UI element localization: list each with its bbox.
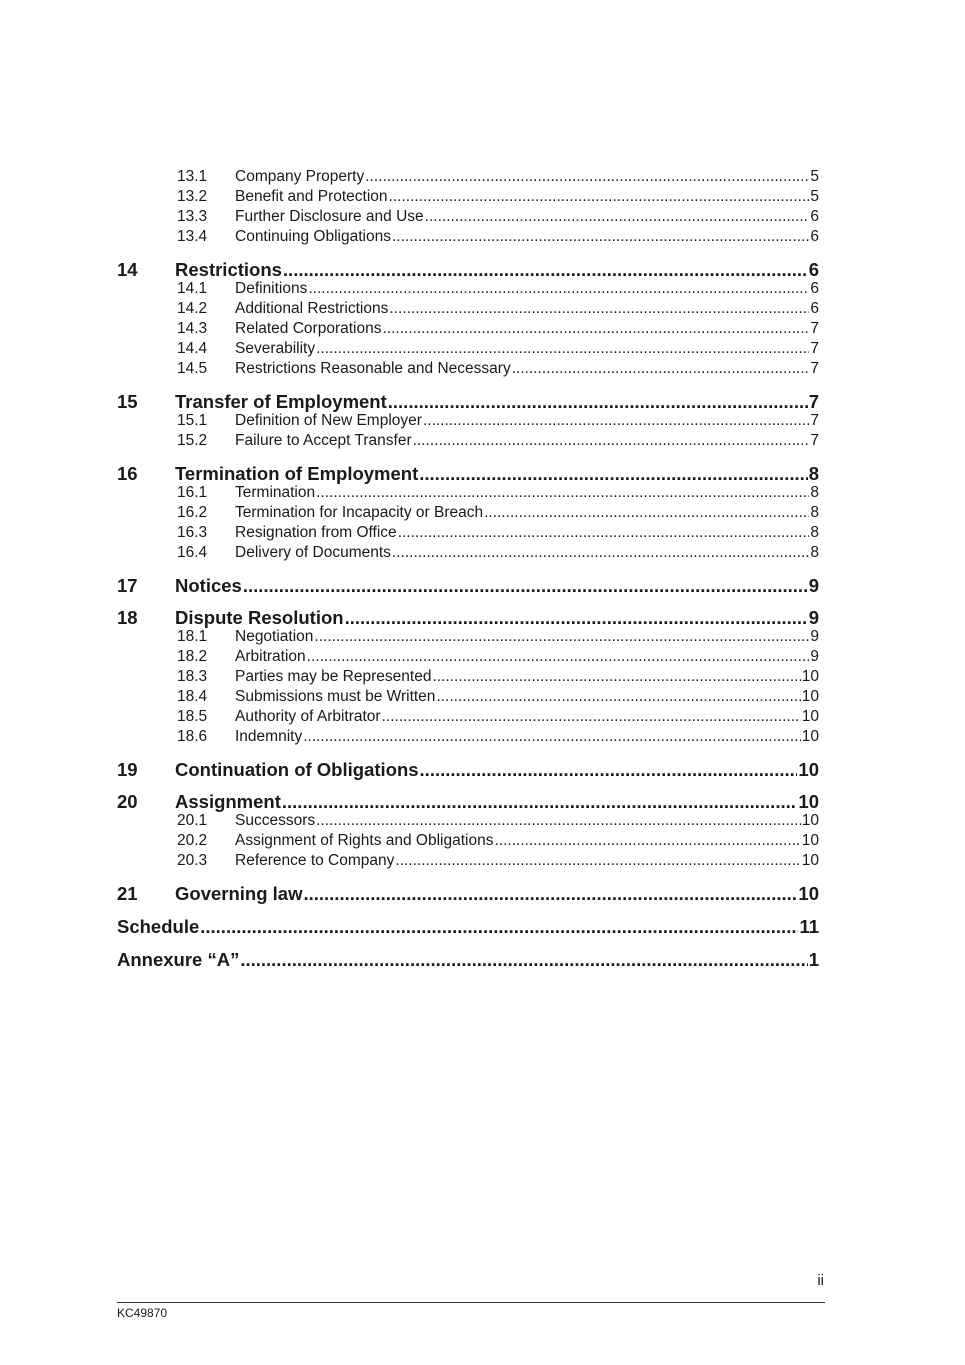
table-of-contents xyxy=(117,168,819,970)
entry-number: 15.1 xyxy=(177,412,208,429)
dot-leader xyxy=(392,544,809,562)
entry-number: 14.1 xyxy=(177,280,208,297)
entry-number: 14.5 xyxy=(177,360,208,377)
toc-entry-18-2[interactable] xyxy=(117,648,819,668)
toc-entry-20-1[interactable] xyxy=(117,812,819,832)
section-page: 6 xyxy=(808,259,819,280)
section-title: Restrictions xyxy=(175,259,282,280)
entry-page: 6 xyxy=(810,280,819,297)
section-number: 14 xyxy=(117,259,138,280)
entry-page: 7 xyxy=(810,320,819,337)
toc-entry-18-1[interactable] xyxy=(117,628,819,648)
section-page: 10 xyxy=(798,791,819,812)
entry-number: 16.2 xyxy=(177,504,208,521)
toc-entry-13-1[interactable] xyxy=(117,168,819,188)
section-number: 15 xyxy=(117,391,138,412)
dot-leader xyxy=(316,484,809,502)
dot-leader xyxy=(436,688,800,706)
entry-title: Successors xyxy=(235,812,316,829)
entry-number: 14.4 xyxy=(177,340,208,357)
dot-leader xyxy=(283,259,808,280)
entry-number: 18.6 xyxy=(177,728,208,745)
toc-entry-15-1[interactable] xyxy=(117,412,819,432)
entry-number: 16.4 xyxy=(177,544,208,561)
entry-title: Continuing Obligations xyxy=(235,228,391,245)
toc-entry-14-3[interactable] xyxy=(117,320,819,340)
section-title: Assignment xyxy=(175,791,281,812)
dot-leader xyxy=(382,708,801,726)
section-number: 19 xyxy=(117,759,138,780)
toc-section-16[interactable] xyxy=(117,463,819,484)
section-number: 17 xyxy=(117,575,138,596)
dot-leader xyxy=(512,360,810,378)
section-title: Termination of Employment xyxy=(175,463,419,484)
entry-page: 6 xyxy=(810,228,819,245)
page-number: ii xyxy=(817,1272,824,1289)
entry-number: 14.3 xyxy=(177,320,208,337)
entry-number: 18.3 xyxy=(177,668,208,685)
toc-entry-13-2[interactable] xyxy=(117,188,819,208)
entry-number: 18.1 xyxy=(177,628,208,645)
entry-title: Benefit and Protection xyxy=(235,188,388,205)
toc-section-21[interactable] xyxy=(117,883,819,904)
entry-number: 13.1 xyxy=(177,168,208,185)
entry-page: 7 xyxy=(810,340,819,357)
section-title: Continuation of Obligations xyxy=(175,759,419,780)
section-title: Dispute Resolution xyxy=(175,607,344,628)
section-page: 10 xyxy=(798,883,819,904)
dot-leader xyxy=(307,648,810,666)
section-number: 18 xyxy=(117,607,138,628)
section-page: 11 xyxy=(799,916,819,937)
entry-title: Delivery of Documents xyxy=(235,544,391,561)
toc-entry-16-3[interactable] xyxy=(117,524,819,544)
entry-number: 13.3 xyxy=(177,208,208,225)
toc-entry-18-5[interactable] xyxy=(117,708,819,728)
toc-entry-16-2[interactable] xyxy=(117,504,819,524)
entry-title: Related Corporations xyxy=(235,320,382,337)
entry-title: Severability xyxy=(235,340,316,357)
dot-leader xyxy=(316,812,801,830)
entry-page: 10 xyxy=(801,708,819,725)
toc-entry-18-4[interactable] xyxy=(117,688,819,708)
entry-page: 7 xyxy=(810,432,819,449)
section-title: Transfer of Employment xyxy=(175,391,387,412)
entry-title: Definitions xyxy=(235,280,308,297)
toc-entry-14-1[interactable] xyxy=(117,280,819,300)
dot-leader xyxy=(389,300,809,318)
dot-leader xyxy=(395,852,800,870)
entry-title: Assignment of Rights and Obligations xyxy=(235,832,494,849)
dot-leader xyxy=(316,340,809,358)
toc-section-18[interactable] xyxy=(117,607,819,628)
toc-section-14[interactable] xyxy=(117,259,819,280)
dot-leader xyxy=(382,320,809,338)
entry-title: Authority of Arbitrator xyxy=(235,708,381,725)
entry-number: 13.4 xyxy=(177,228,208,245)
entry-number: 13.2 xyxy=(177,188,208,205)
dot-leader xyxy=(388,391,808,412)
entry-title: Definition of New Employer xyxy=(235,412,422,429)
dot-leader xyxy=(200,916,798,937)
dot-leader xyxy=(432,668,800,686)
entry-title: Termination for Incapacity or Breach xyxy=(235,504,484,521)
section-title: Annexure “A” xyxy=(117,949,240,970)
dot-leader xyxy=(392,228,809,246)
dot-leader xyxy=(314,628,809,646)
entry-number: 20.1 xyxy=(177,812,208,829)
dot-leader xyxy=(484,504,809,522)
toc-schedule[interactable] xyxy=(117,916,819,937)
toc-annexure[interactable] xyxy=(117,949,819,970)
entry-page: 10 xyxy=(801,728,819,745)
toc-section-17[interactable] xyxy=(117,575,819,596)
section-title: Notices xyxy=(175,575,242,596)
entry-number: 15.2 xyxy=(177,432,208,449)
entry-title: Further Disclosure and Use xyxy=(235,208,424,225)
entry-title: Parties may be Represented xyxy=(235,668,432,685)
dot-leader xyxy=(240,949,807,970)
entry-page: 8 xyxy=(810,484,819,501)
toc-entry-14-4[interactable] xyxy=(117,340,819,360)
entry-page: 6 xyxy=(810,300,819,317)
section-page: 8 xyxy=(808,463,819,484)
toc-entry-20-2[interactable] xyxy=(117,832,819,852)
entry-title: Reference to Company xyxy=(235,852,395,869)
toc-entry-18-6[interactable] xyxy=(117,728,819,748)
dot-leader xyxy=(303,728,801,746)
dot-leader xyxy=(419,463,807,484)
dot-leader xyxy=(423,412,809,430)
entry-number: 16.3 xyxy=(177,524,208,541)
dot-leader xyxy=(494,832,800,850)
dot-leader xyxy=(303,883,797,904)
dot-leader xyxy=(345,607,808,628)
dot-leader xyxy=(282,791,798,812)
section-title: Schedule xyxy=(117,916,200,937)
dot-leader xyxy=(398,524,810,542)
toc-entry-20-3[interactable] xyxy=(117,852,819,872)
toc-entry-16-4[interactable] xyxy=(117,544,819,564)
entry-title: Arbitration xyxy=(235,648,306,665)
entry-title: Company Property xyxy=(235,168,365,185)
entry-page: 5 xyxy=(810,188,819,205)
entry-title: Termination xyxy=(235,484,316,501)
toc-entry-13-3[interactable] xyxy=(117,208,819,228)
entry-page: 10 xyxy=(801,812,819,829)
section-number: 21 xyxy=(117,883,138,904)
entry-page: 10 xyxy=(801,852,819,869)
entry-title: Negotiation xyxy=(235,628,314,645)
section-page: 1 xyxy=(808,949,819,970)
toc-entry-18-3[interactable] xyxy=(117,668,819,688)
toc-entry-16-1[interactable] xyxy=(117,484,819,504)
toc-section-19[interactable] xyxy=(117,759,819,780)
entry-page: 5 xyxy=(810,168,819,185)
entry-number: 14.2 xyxy=(177,300,208,317)
footer-divider xyxy=(117,1302,825,1303)
entry-page: 9 xyxy=(810,628,819,645)
dot-leader xyxy=(308,280,809,298)
entry-number: 16.1 xyxy=(177,484,208,501)
dot-leader xyxy=(243,575,808,596)
entry-page: 8 xyxy=(810,524,819,541)
toc-section-20[interactable] xyxy=(117,791,819,812)
toc-entry-13-4[interactable] xyxy=(117,228,819,248)
entry-page: 6 xyxy=(810,208,819,225)
entry-title: Resignation from Office xyxy=(235,524,397,541)
entry-page: 8 xyxy=(810,504,819,521)
entry-title: Submissions must be Written xyxy=(235,688,436,705)
section-number: 16 xyxy=(117,463,138,484)
entry-page: 8 xyxy=(810,544,819,561)
entry-number: 18.4 xyxy=(177,688,208,705)
section-page: 9 xyxy=(808,575,819,596)
entry-page: 7 xyxy=(810,412,819,429)
toc-entry-14-2[interactable] xyxy=(117,300,819,320)
section-number: 20 xyxy=(117,791,138,812)
entry-title: Additional Restrictions xyxy=(235,300,389,317)
document-reference: KC49870 xyxy=(117,1306,168,1320)
toc-section-15[interactable] xyxy=(117,391,819,412)
entry-page: 10 xyxy=(801,832,819,849)
entry-page: 7 xyxy=(810,360,819,377)
entry-title: Restrictions Reasonable and Necessary xyxy=(235,360,511,377)
section-page: 9 xyxy=(808,607,819,628)
dot-leader xyxy=(425,208,810,226)
toc-entry-14-5[interactable] xyxy=(117,360,819,380)
entry-page: 10 xyxy=(801,688,819,705)
section-page: 7 xyxy=(808,391,819,412)
entry-number: 18.5 xyxy=(177,708,208,725)
entry-number: 20.2 xyxy=(177,832,208,849)
entry-title: Indemnity xyxy=(235,728,303,745)
entry-page: 9 xyxy=(810,648,819,665)
entry-number: 18.2 xyxy=(177,648,208,665)
toc-entry-15-2[interactable] xyxy=(117,432,819,452)
entry-number: 20.3 xyxy=(177,852,208,869)
dot-leader xyxy=(389,188,810,206)
entry-title: Failure to Accept Transfer xyxy=(235,432,412,449)
dot-leader xyxy=(365,168,809,186)
entry-page: 10 xyxy=(801,668,819,685)
dot-leader xyxy=(413,432,810,450)
section-page: 10 xyxy=(798,759,819,780)
dot-leader xyxy=(420,759,798,780)
section-title: Governing law xyxy=(175,883,303,904)
